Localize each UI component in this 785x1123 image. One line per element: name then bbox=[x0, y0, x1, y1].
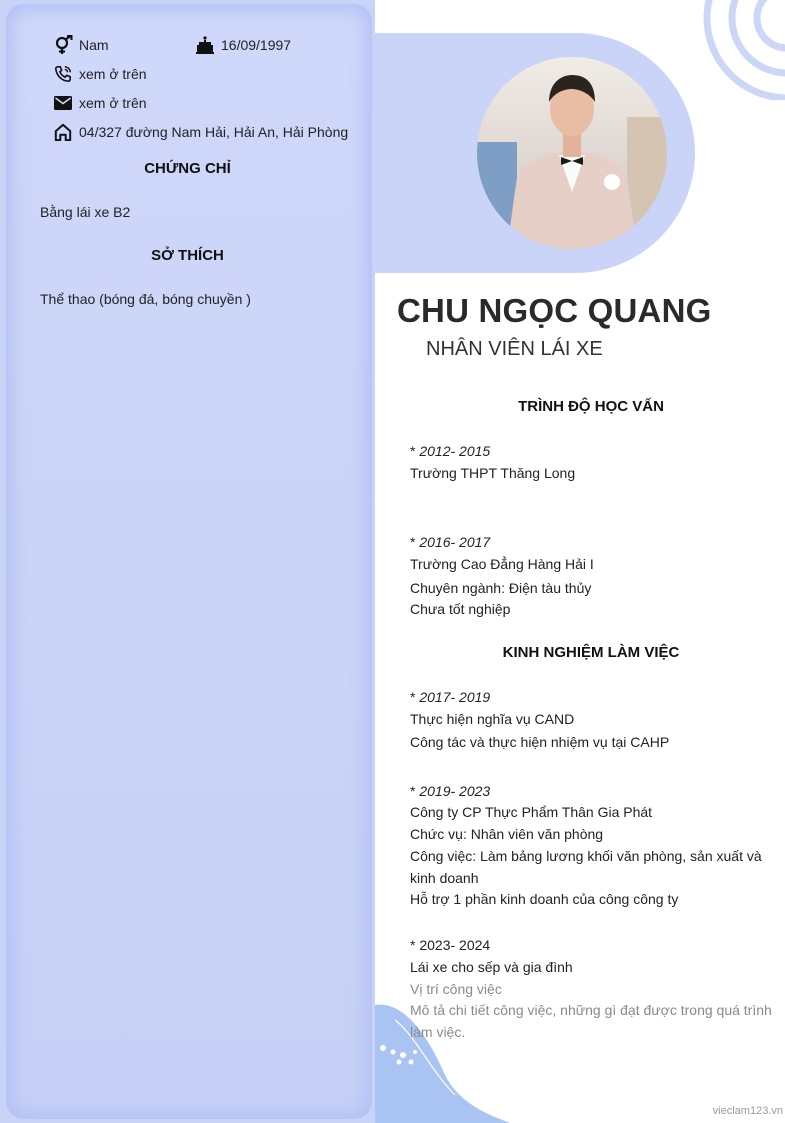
hobbies-title: SỞ THÍCH bbox=[151, 247, 224, 264]
education-line: Chưa tốt nghiệp bbox=[410, 601, 511, 617]
phone-value: xem ở trên bbox=[79, 66, 147, 82]
profile-photo bbox=[477, 57, 667, 249]
period-text: 2012- 2015 bbox=[419, 443, 491, 459]
email-value: xem ở trên bbox=[79, 95, 147, 111]
experience-period: * 2017- 2019 bbox=[410, 689, 491, 705]
footer-watermark: vieclam123.vn bbox=[712, 1105, 783, 1117]
sidebar bbox=[0, 0, 375, 1123]
phone-row bbox=[53, 64, 147, 84]
education-period: * 2012- 2015 bbox=[410, 443, 491, 459]
full-name: CHU NGỌC QUANG bbox=[397, 292, 712, 329]
mail-icon bbox=[53, 93, 73, 113]
phone-icon bbox=[53, 64, 73, 84]
address-row bbox=[53, 122, 348, 142]
education-line: Chuyên ngành: Điện tàu thủy bbox=[410, 580, 592, 596]
decor-circles bbox=[695, 0, 785, 100]
job-position-placeholder: Vị trí công việc bbox=[410, 981, 502, 997]
education-line: Trường Cao Đẳng Hàng Hải I bbox=[410, 556, 594, 572]
period-text: 2017- 2019 bbox=[419, 689, 491, 705]
experience-line: Công tác và thực hiện nhiệm vụ tại CAHP bbox=[410, 734, 670, 750]
experience-line: Lái xe cho sếp và gia đình bbox=[410, 959, 573, 975]
birthdate-value: 16/09/1997 bbox=[221, 37, 292, 53]
home-icon bbox=[53, 122, 73, 142]
job-title: NHÂN VIÊN LÁI XE bbox=[426, 338, 603, 360]
experience-line: Chức vụ: Nhân viên văn phòng bbox=[410, 826, 604, 842]
experience-period: * 2023- 2024 bbox=[410, 937, 491, 953]
job-description-placeholder: Mô tả chi tiết công việc, những gì đạt được trong quá trình làm việc. bbox=[410, 1002, 772, 1040]
education-line: Trường THPT Thăng Long bbox=[410, 465, 576, 481]
birthdate-row bbox=[195, 35, 291, 55]
hobby-item: Thể thao (bóng đá, bóng chuyền ) bbox=[40, 291, 251, 307]
email-row bbox=[53, 93, 147, 113]
birthday-cake-icon bbox=[195, 35, 215, 55]
certificates-title: CHỨNG CHỈ bbox=[144, 160, 231, 177]
experience-period: * 2019- 2023 bbox=[410, 783, 491, 799]
address-value: 04/327 đường Nam Hải, Hải An, Hải Phòng bbox=[79, 124, 349, 140]
gender-row bbox=[53, 35, 109, 55]
period-text: 2019- 2023 bbox=[419, 783, 491, 799]
gender-value: Nam bbox=[79, 37, 109, 53]
experience-line: Công ty CP Thực Phẩm Thân Gia Phát bbox=[410, 804, 653, 820]
education-period: * 2016- 2017 bbox=[410, 534, 491, 550]
certificate-item: Bằng lái xe B2 bbox=[40, 204, 131, 220]
experience-line: Hỗ trợ 1 phần kinh doanh của công công ty bbox=[410, 891, 679, 907]
period-text: 2016- 2017 bbox=[419, 534, 491, 550]
experience-line: Thực hiện nghĩa vụ CAND bbox=[410, 711, 575, 727]
experience-title: KINH NGHIỆM LÀM VIỆC bbox=[502, 644, 680, 661]
education-title: TRÌNH ĐỘ HỌC VẤN bbox=[518, 398, 664, 415]
gender-icon bbox=[53, 35, 73, 55]
experience-line: Công việc: Làm bảng lương khối văn phòng, sản xuất và kinh doanh bbox=[410, 848, 762, 886]
